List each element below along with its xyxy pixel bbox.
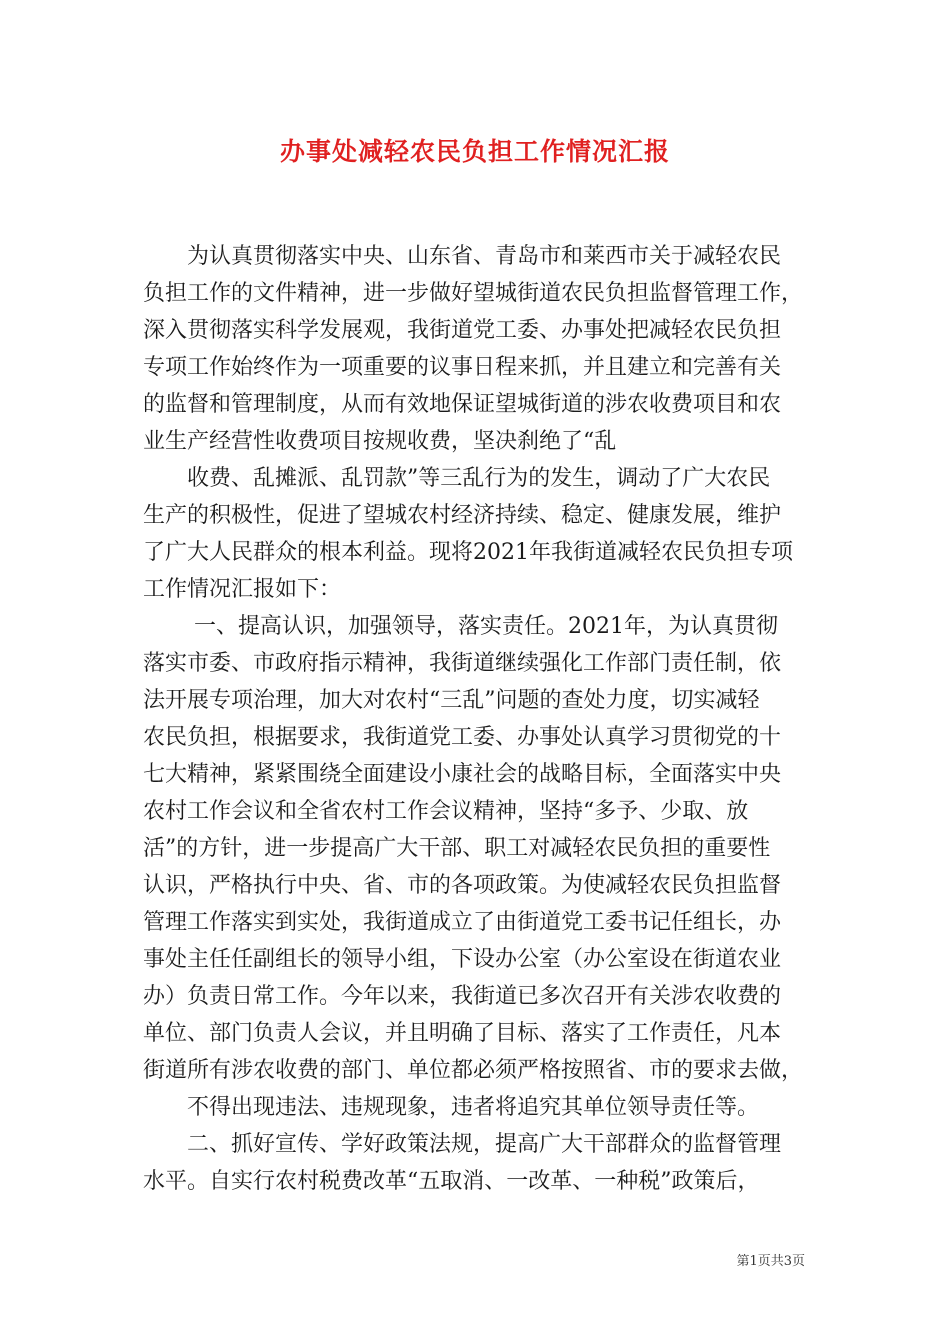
text-line: 七大精神，紧紧围绕全面建设小康社会的战略目标，全面落实中央: [143, 762, 782, 787]
document-body: [143, 238, 811, 1200]
text-line: 负担工作的文件精神，进一步做好望城街道农民负担监督管理工作，: [143, 281, 804, 306]
text-line: 落实市委、市政府指示精神，我街道继续强化工作部门责任制，依: [143, 651, 782, 676]
text-line: 深入贯彻落实科学发展观，我街道党工委、办事处把减轻农民负担: [143, 318, 782, 343]
text-line: 的监督和管理制度，从而有效地保证望城街道的涉农收费项目和农: [143, 392, 782, 417]
text-line: 单位、部门负责人会议，并且明确了目标、落实了工作责任，凡本: [143, 1021, 782, 1046]
text-line: 办）负责日常工作。今年以来，我街道已多次召开有关涉农收费的: [143, 984, 782, 1009]
text-line: 管理工作落实到实处，我街道成立了由街道党工委书记任组长，办: [143, 910, 782, 935]
document-title: 办事处减轻农民负担工作情况汇报: [279, 137, 670, 166]
text-line: 一、提高认识，加强领导，落实责任。2021年，为认真贯彻: [143, 614, 778, 639]
text-line: 农民负担，根据要求，我街道党工委、办事处认真学习贯彻党的十: [143, 725, 782, 750]
text-line: 水平。自实行农村税费改革“五取消、一改革、一种税”政策后，: [143, 1169, 760, 1194]
text-line: 活”的方针，进一步提高广大干部、职工对减轻农民负担的重要性: [143, 836, 771, 861]
text-line: 工作情况汇报如下：: [143, 577, 342, 602]
text-line: 法开展专项治理，加大对农村“三乱”问题的查处力度，切实减轻: [143, 688, 760, 713]
text-line: 二、抓好宣传、学好政策法规，提高广大干部群众的监督管理: [143, 1132, 782, 1157]
text-line: 生产的积极性，促进了望城农村经济持续、稳定、健康发展，维护: [143, 503, 782, 528]
page-number: 第1页共3页: [736, 1254, 805, 1269]
text-line: 专项工作始终作为一项重要的议事日程来抓，并且建立和完善有关: [143, 355, 782, 380]
text-line: 事处主任任副组长的领导小组，下设办公室（办公室设在街道农业: [143, 947, 782, 972]
text-line: 收费、乱摊派、乱罚款”等三乱行为的发生，调动了广大农民: [143, 466, 771, 491]
text-line: 了广大人民群众的根本利益。现将2021年我街道减轻农民负担专项: [143, 540, 793, 565]
text-line: 业生产经营性收费项目按规收费，坚决刹绝了“乱: [143, 429, 617, 454]
text-line: 农村工作会议和全省农村工作会议精神，坚持“多予、少取、放: [143, 799, 749, 824]
text-line: 认识，严格执行中央、省、市的各项政策。为使减轻农民负担监督: [143, 873, 782, 898]
text-line: 街道所有涉农收费的部门、单位都必须严格按照省、市的要求去做，: [143, 1058, 804, 1083]
text-line: 不得出现违法、违规现象，违者将追究其单位领导责任等。: [143, 1095, 760, 1120]
text-line: 为认真贯彻落实中央、山东省、青岛市和莱西市关于减轻农民: [143, 244, 782, 269]
